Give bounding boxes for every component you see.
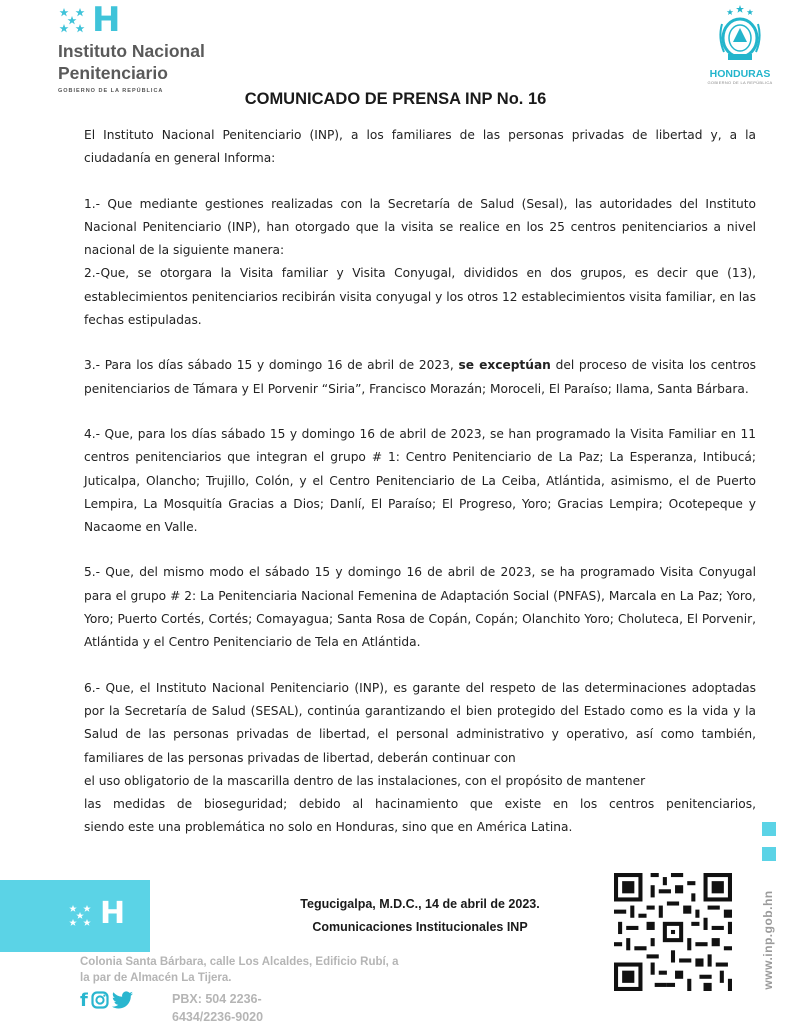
paragraph-2: 2.-Que, se otorgara la Visita familiar y Visita Conyugal, divididos en dos grupos, es decir que (13), establecimientos penitenciarios recibirán visita conyugal y los otros 12 establecimientos visita familiar, en las fechas estipuladas. bbox=[84, 266, 756, 328]
paragraph-3-emphasis: se exceptúan bbox=[458, 358, 551, 373]
stars-icon bbox=[68, 902, 98, 930]
stars-icon bbox=[58, 4, 92, 38]
logo-name-line2: Penitenciario bbox=[58, 63, 168, 83]
paragraph-6-part-a: 6.- Que, el Instituto Nacional Penitenciario (INP), es garante del respeto de las determinaciones adoptadas por la Secretaría de Salud (SESAL), continúa garantizando el bien protegido del Estado como es la vida y la Salud de las personas privadas de libertad, el personal administrativo y operativo, así como también, familiares de las personas privadas de libertad, deberán continuar con bbox=[84, 680, 756, 765]
accent-square bbox=[762, 822, 776, 836]
inp-logo bbox=[58, 0, 258, 94]
logo-h-mark: H bbox=[92, 0, 121, 40]
website-text: www.inp.gob.hn bbox=[761, 890, 775, 990]
paragraph-6-part-d: siendo este una problemática no solo en Honduras, sino que en América Latina. bbox=[84, 820, 573, 835]
paragraph-6-part-c: las medidas de bioseguridad; debido al hacinamiento que existe en los centros penitenciarios, bbox=[84, 797, 756, 812]
coat-of-arms-icon bbox=[714, 4, 766, 66]
website-vertical[interactable] bbox=[757, 885, 779, 995]
qr-code[interactable] bbox=[614, 873, 732, 991]
footer-h-mark: H bbox=[100, 896, 126, 931]
paragraph-5: 5.- Que, del mismo modo el sábado 15 y domingo 16 de abril de 2023, se ha programado Visita Conyugal para el grupo # 2: La Penitenciaria Nacional Femenina de Adaptación Social (PNFAS), Marcala en La Paz; Yoro, Yoro; Puerto Cortés, Cortés; Comayagua; Santa Rosa de Copán, Copán; Olanchito Yoro; Choluteca, El Porvenir, Atlántida y el Centro Penitenciario de Tela en Atlántida. bbox=[84, 565, 756, 650]
social-links bbox=[80, 990, 137, 1012]
phone-line1: PBX: 504 2236- bbox=[172, 992, 262, 1006]
place-date: Tegucigalpa, M.D.C., 14 de abril de 2023. bbox=[300, 897, 540, 911]
accent-square bbox=[762, 847, 776, 861]
seal-subtitle: GOBIERNO DE LA REPÚBLICA bbox=[707, 80, 773, 85]
issuing-unit: Comunicaciones Institucionales INP bbox=[312, 920, 528, 934]
phone-line2: 6434/2236-9020 bbox=[172, 1010, 264, 1024]
logo-name bbox=[58, 40, 205, 84]
honduras-seal bbox=[700, 4, 780, 96]
paragraph-6 bbox=[84, 677, 756, 840]
document-title: COMUNICADO DE PRENSA INP No. 16 bbox=[244, 90, 547, 108]
facebook-icon[interactable]: f bbox=[80, 990, 88, 1011]
signature-block bbox=[270, 893, 570, 939]
logo-name-line1: Instituto Nacional bbox=[58, 41, 205, 61]
twitter-icon[interactable] bbox=[112, 990, 134, 1012]
seal-country: HONDURAS bbox=[709, 68, 771, 80]
paragraph-6-part-b: el uso obligatorio de la mascarilla dentro de las instalaciones, con el propósito de mantener bbox=[84, 773, 646, 788]
footer-logo-band bbox=[0, 880, 150, 952]
document-body bbox=[84, 124, 756, 840]
footer-phone bbox=[172, 990, 263, 1026]
footer-address: Colonia Santa Bárbara, calle Los Alcaldes, Edificio Rubí, a la par de Almacén La Tijera. bbox=[80, 956, 399, 984]
logo-subtitle: GOBIERNO DE LA REPÚBLICA bbox=[58, 88, 164, 94]
paragraph-1: 1.- Que mediante gestiones realizadas con la Secretaría de Salud (Sesal), las autoridades del Instituto Nacional Penitenciario (INP), han otorgado que la visita se realice en los 25 centros penitenciarios a nivel nacional de la siguiente manera: bbox=[84, 196, 756, 258]
paragraph-3-part-b: del proceso de visita los centros penitenciarios de Támara y El Porvenir “Siria”, Francisco Morazán; Moroceli, El Paraíso; Ilama, Santa Bárbara. bbox=[84, 358, 757, 396]
paragraph-3 bbox=[84, 354, 756, 401]
paragraph-4: 4.- Que, para los días sábado 15 y domingo 16 de abril de 2023, se han programado la Visita Familiar en 11 centros penitenciarios que integran el grupo # 1: Centro Penitenciario de La Paz; La Esperanza, Intibucá; Juticalpa, Olancho; Trujillo, Colón, y el Centro Penitenciario de La Ceiba, Atlántida, asimismo, el de Puerto Lempira, La Mosquitía Gracias a Dios; Danlí, El Paraíso; El Progreso, Yoro; Gracias Lempira; Ocotepeque y Nacaome en Valle. bbox=[84, 426, 756, 535]
paragraph-intro: El Instituto Nacional Penitenciario (INP), a los familiares de las personas privadas de libertad y, a la ciudadanía en general Informa: bbox=[84, 128, 756, 166]
paragraph-3-part-a: 3.- Para los días sábado 15 y domingo 16 de abril de 2023, bbox=[84, 358, 454, 373]
instagram-icon[interactable] bbox=[91, 990, 109, 1012]
